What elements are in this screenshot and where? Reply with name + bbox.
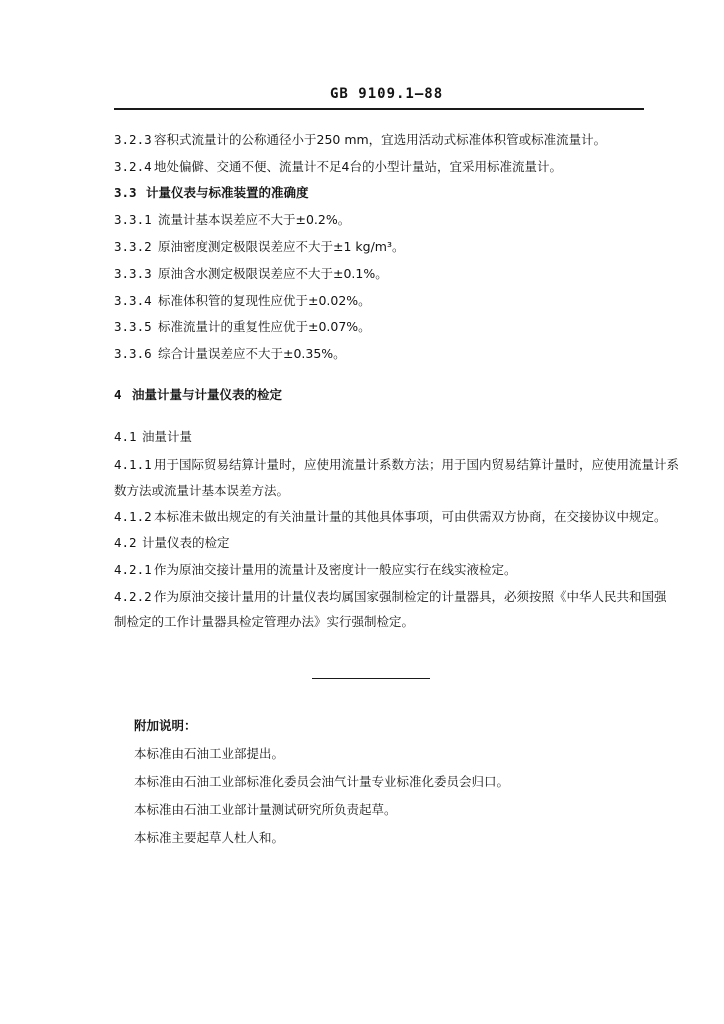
clause-text: 作为原油交接计量用的计量仪表均属国家强制检定的计量器具，必须按照《中华人民共和国强 [154,589,667,604]
clause-text: 制检定的工作计量器具检定管理办法》实行强制检定。 [114,614,415,629]
clause-number: 4.2 [114,535,137,550]
clause-number: 3.2.3 [114,132,152,147]
note-line: 本标准主要起草人杜人和。 [134,830,285,845]
clause-4-1-1 [114,456,679,474]
clause-text: 数方法或流量计基本误差方法。 [114,483,290,498]
clause-text: 标准流量计的重复性应优于±0.07%。 [158,319,371,334]
clause-4-2 [114,534,230,552]
clause-text: 容积式流量计的公称通径小于250 mm，宜选用活动式标准体积管或标准流量计。 [154,132,607,147]
notes-title: 附加说明： [134,718,197,733]
clause-text: 流量计基本误差应不大于±0.2%。 [158,212,351,227]
note-line: 本标准由石油工业部标准化委员会油气计量专业标准化委员会归口。 [134,774,510,789]
clause-number: 4.1.1 [114,457,152,472]
clause-text: 原油密度测定极限误差应不大于±1 kg/m³。 [158,239,405,254]
clause-3-2-3 [114,131,606,149]
clause-text: 地处偏僻、交通不便、流量计不足4台的小型计量站，宜采用标准流量计。 [154,159,562,174]
clause-number: 3.3.3 [114,266,152,281]
clause-text: 原油含水测定极限误差应不大于±0.1%。 [158,266,388,281]
end-divider [312,678,430,679]
section-title: 油量计量与计量仪表的检定 [132,387,283,402]
clause-4-1-1-cont [114,482,289,500]
header-divider [114,108,644,110]
clause-heading: 计量仪表与标准装置的准确度 [146,185,309,200]
section-number: 4 [114,387,122,402]
clause-heading: 油量计量 [142,429,193,444]
clause-number: 3.3.6 [114,346,152,361]
clause-number: 3.2.4 [114,159,152,174]
clause-number: 3.3.5 [114,319,152,334]
clause-heading: 计量仪表的检定 [142,535,230,550]
clause-number: 4.1 [114,429,137,444]
clause-4-2-2-cont [114,613,414,631]
clause-3-3-3 [114,265,388,283]
clause-number: 3.3.4 [114,293,152,308]
clause-number: 3.3 [114,185,137,200]
clause-3-3-5 [114,318,371,336]
clause-text: 用于国际贸易结算计量时，应使用流量计系数方法；用于国内贸易结算计量时，应使用流量计系 [154,457,680,472]
clause-number: 3.3.2 [114,239,152,254]
clause-4-2-1 [114,561,517,579]
clause-text: 本标准未做出规定的有关油量计量的其他具体事项，可由供需双方协商，在交接协议中规定。 [154,509,667,524]
note-line: 本标准由石油工业部计量测试研究所负责起草。 [134,802,397,817]
clause-4-2-2 [114,588,667,606]
note-line: 本标准由石油工业部提出。 [134,746,285,761]
clause-text: 作为原油交接计量用的流量计及密度计一般应实行在线实液检定。 [154,562,517,577]
clause-number: 4.2.2 [114,589,152,604]
clause-number: 4.1.2 [114,509,152,524]
clause-3-3-6 [114,345,346,363]
clause-3-3 [114,184,309,202]
standard-code-header: GB 9109.1—88 [330,86,444,102]
clause-3-3-1 [114,211,350,229]
clause-4-1-2 [114,508,667,526]
clause-3-3-4 [114,292,371,310]
clause-3-3-2 [114,238,404,256]
clause-3-2-4 [114,158,562,176]
clause-text: 标准体积管的复现性应优于±0.02%。 [158,293,371,308]
clause-number: 4.2.1 [114,562,152,577]
clause-4-1 [114,428,192,446]
clause-text: 综合计量误差应不大于±0.35%。 [158,346,346,361]
section-4-heading [114,386,282,404]
clause-number: 3.3.1 [114,212,152,227]
